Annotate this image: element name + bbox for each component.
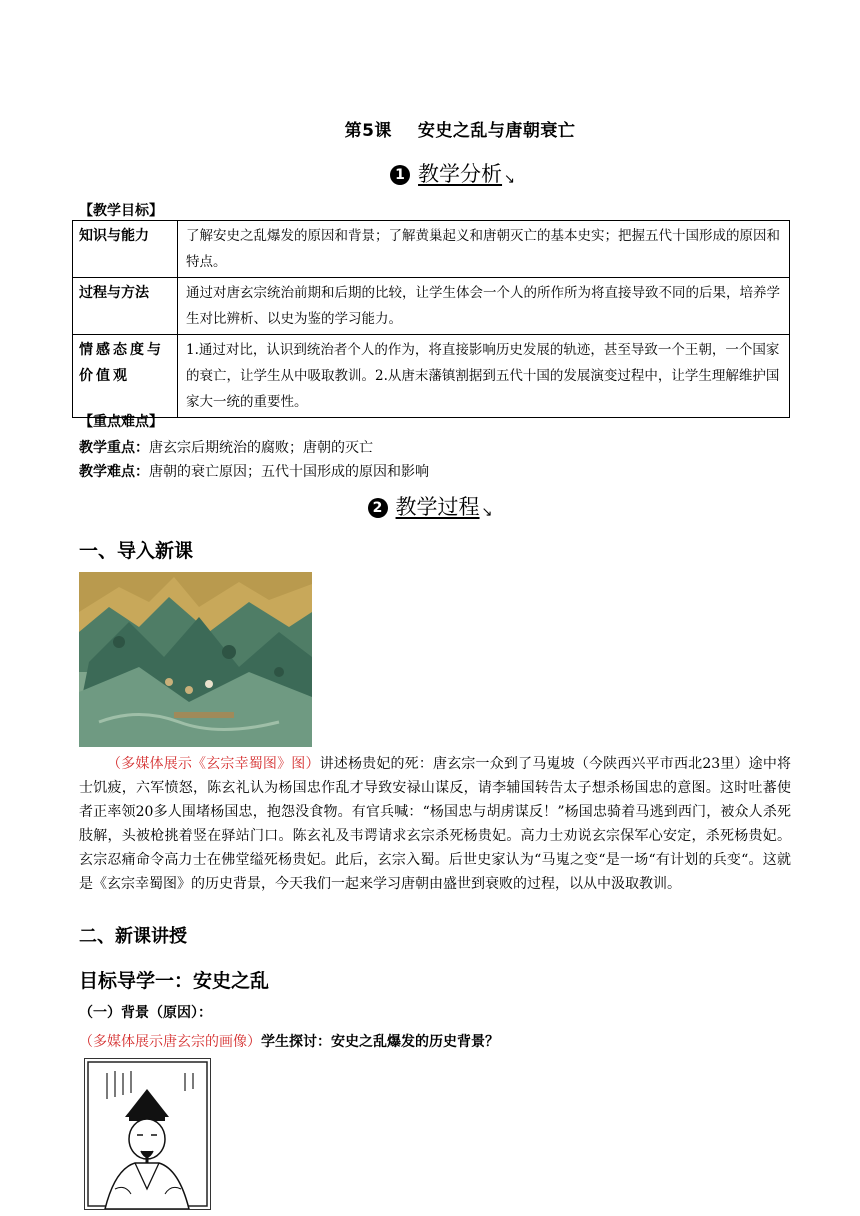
section-number-badge: 1 xyxy=(390,165,410,185)
teaching-focus xyxy=(79,437,373,457)
objective-key: 知识与能力 xyxy=(73,221,178,278)
objective-key: 过程与方法 xyxy=(73,278,178,335)
background-question-line xyxy=(79,1031,499,1051)
lesson-name: 安史之乱与唐朝衰亡 xyxy=(417,121,576,141)
media-note: （多媒体展示唐玄宗的画像） xyxy=(79,1034,261,1050)
part-heading-new-lesson: 二、新课讲授 xyxy=(79,926,187,947)
discussion-question: 学生探讨：安史之乱爆发的历史背景？ xyxy=(261,1034,499,1050)
keypoints-heading: 【重点难点】 xyxy=(79,414,163,430)
section-heading-process xyxy=(0,491,860,521)
difficulty-text: 唐朝的衰亡原因；五代十国形成的原因和影响 xyxy=(149,464,429,480)
lesson-number: 第5课 xyxy=(344,121,392,141)
objective-key: 情感态度与价值观 xyxy=(73,335,178,418)
table-row xyxy=(73,335,790,418)
section-number-badge: 2 xyxy=(368,498,388,518)
xuanzong-portrait-image xyxy=(84,1058,211,1210)
arrow-mark-icon: ↘ xyxy=(504,172,515,187)
background-heading: （一）背景（原因）： xyxy=(79,1005,212,1021)
arrow-mark-icon: ↘ xyxy=(481,505,493,520)
objective-value: 1.通过对比，认识到统治者个人的作为，将直接影响历史发展的轨迹，甚至导致一个王朝，一个国家的衰亡，让学生从中吸取教训。2.从唐末藩镇割据到五代十国的发展演变过程中，让学生理解维护国家大一统的重要性。 xyxy=(178,335,790,418)
teaching-difficulty xyxy=(79,461,429,481)
media-note: （多媒体展示《玄宗幸蜀图》图） xyxy=(107,756,320,772)
section-label: 教学分析 xyxy=(418,162,503,186)
goal-heading: 目标导学一：安史之乱 xyxy=(79,970,270,992)
objectives-heading: 【教学目标】 xyxy=(79,203,163,219)
section-heading-analysis xyxy=(0,158,860,188)
painting-xuanzong-to-shu-image xyxy=(79,572,312,747)
table-row xyxy=(73,221,790,278)
focus-label: 教学重点： xyxy=(79,440,149,456)
objective-value: 了解安史之乱爆发的原因和背景；了解黄巢起义和唐朝灭亡的基本史实；把握五代十国形成的原因和特点。 xyxy=(178,221,790,278)
difficulty-label: 教学难点： xyxy=(79,464,149,480)
intro-paragraph xyxy=(79,752,791,896)
objectives-table xyxy=(72,220,790,418)
objective-value: 通过对唐玄宗统治前期和后期的比较，让学生体会一个人的所作所为将直接导致不同的后果，培养学生对比辨析、以史为鉴的学习能力。 xyxy=(178,278,790,335)
focus-text: 唐玄宗后期统治的腐败；唐朝的灭亡 xyxy=(149,440,373,456)
intro-text: 讲述杨贵妃的死：唐玄宗一众到了马嵬坡（今陕西兴平市西北23里）途中将士饥疲，六军愤怒，陈玄礼认为杨国忠作乱才导致安禄山谋反，请李辅国转告太子想杀杨国忠的意图。这时吐蕃使者正率领20多人围堵杨国忠，抱怨没食物。有官兵喊：“杨国忠与胡虏谋反！”杨国忠骑着马逃到西门，被众人杀死肢解，头被枪挑着竖在驿站门口。陈玄礼及韦谔请求玄宗杀死杨贵妃。高力士劝说玄宗保军心安定，杀死杨贵妃。玄宗忍痛命令高力士在佛堂缢死杨贵妃。此后，玄宗入蜀。后世史家认为“马嵬之变“是一场“有计划的兵变“。这就是《玄宗幸蜀图》的历史背景，今天我们一起来学习唐朝由盛世到衰败的过程，以从中汲取教训。 xyxy=(79,756,792,892)
section-label: 教学过程 xyxy=(395,495,480,519)
lesson-title xyxy=(0,116,860,141)
part-heading-intro: 一、导入新课 xyxy=(79,540,194,562)
table-row xyxy=(73,278,790,335)
